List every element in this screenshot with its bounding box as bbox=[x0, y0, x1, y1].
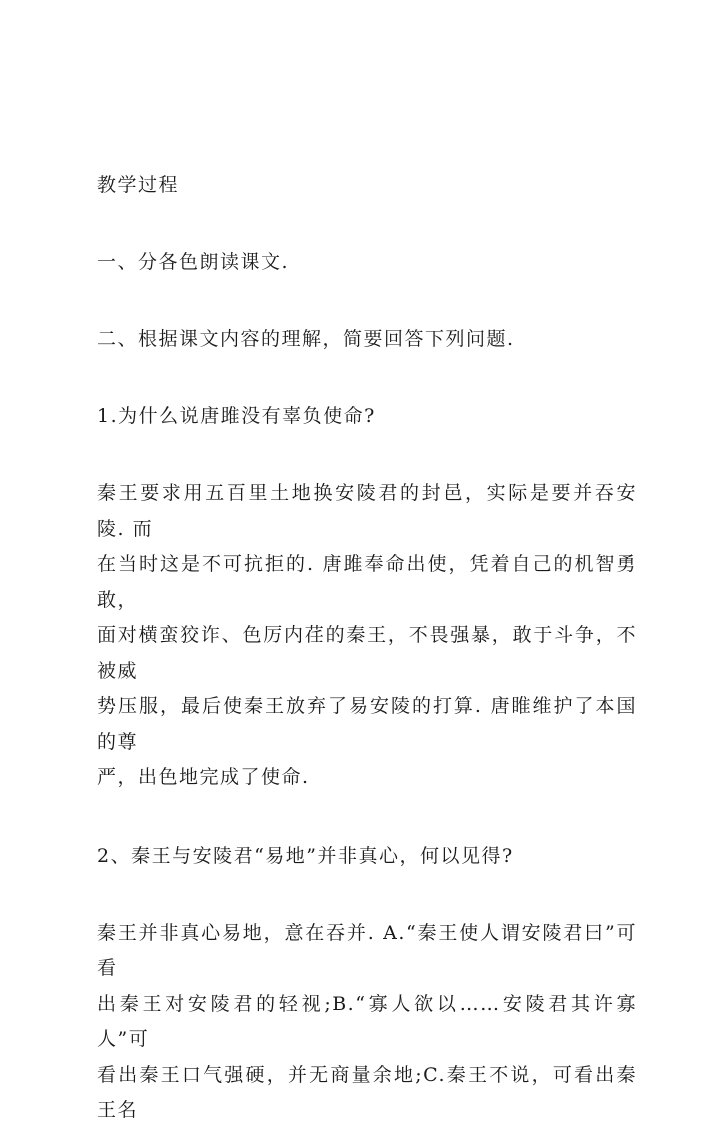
answer-one-line: 势压服，最后使秦王放弃了易安陵的打算. 唐睢维护了本国的尊 bbox=[97, 695, 637, 753]
answer-one-line: 秦王要求用五百里土地换安陵君的封邑，实际是要并吞安陵. 而 bbox=[97, 482, 637, 540]
answer-two-line: 出秦王对安陵君的轻视;B.“寡人欲以……安陵君其许寡人”可 bbox=[97, 992, 637, 1050]
step-one: 一、分各色朗读课文. bbox=[97, 251, 290, 273]
question-two: 2、秦王与安陵君“易地”并非真心，何以见得? bbox=[97, 844, 514, 867]
answer-two-line: 看出秦王口气强硬，并无商量余地;C.秦王不说，可看出秦王名 bbox=[97, 1063, 637, 1121]
answer-one-line: 面对横蛮狡诈、色厉内荏的秦王，不畏强暴，敢于斗争，不被威 bbox=[97, 624, 637, 682]
answer-two-line: 秦王并非真心易地，意在吞并. A.“秦王使人谓安陵君曰”可看 bbox=[97, 921, 637, 979]
answer-one-line: 在当时这是不可抗拒的. 唐雎奉命出使，凭着自己的机智勇敢， bbox=[97, 553, 637, 611]
document-body bbox=[97, 168, 637, 1129]
question-one: 1.为什么说唐雎没有辜负使命? bbox=[97, 405, 376, 427]
answer-two bbox=[97, 916, 637, 1129]
answer-one bbox=[97, 476, 637, 796]
section-heading: 教学过程 bbox=[97, 174, 180, 196]
step-two: 二、根据课文内容的理解，简要回答下列问题. bbox=[97, 328, 515, 350]
answer-one-line: 严，出色地完成了使命. bbox=[97, 766, 310, 788]
